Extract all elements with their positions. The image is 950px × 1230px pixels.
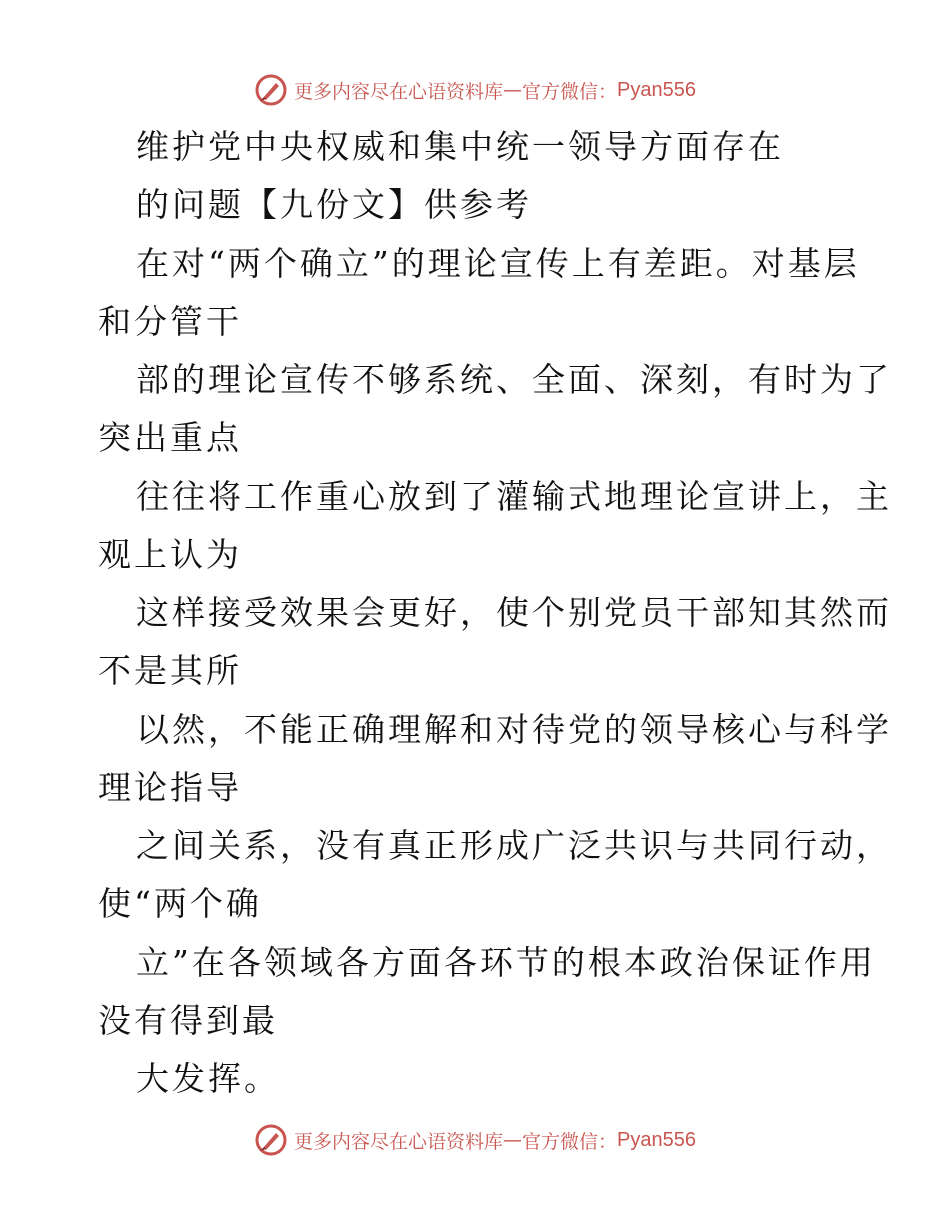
banner-separator: — [503, 1129, 523, 1151]
banner-text: 更多内容尽在心语资料库 [294, 80, 504, 103]
banner-wechat-label: 官方微信： [522, 1130, 618, 1153]
title-line-1: 维护党中央权威和集中统一领导方面存在 [136, 127, 784, 166]
banner-wechat-label: 官方微信： [522, 80, 618, 103]
pen-logo-icon [254, 73, 288, 107]
banner-wechat-handle: Pyan556 [617, 78, 696, 101]
body-line: 突出重点 [98, 418, 242, 457]
body-line: 不是其所 [98, 651, 242, 690]
body-line: 理论指导 [98, 768, 242, 807]
body-line: 在对“两个确立”的理论宣传上有差距。对基层 [136, 244, 860, 283]
body-line: 部的理论宣传不够系统、全面、深刻，有时为了 [136, 360, 892, 399]
body-line: 以然，不能正确理解和对待党的领导核心与科学 [136, 710, 892, 749]
footer-watermark-banner [0, 1120, 950, 1160]
body-line: 观上认为 [98, 535, 242, 574]
body-line: 大发挥。 [136, 1059, 280, 1098]
header-watermark-banner [0, 70, 950, 110]
body-line: 使“两个确 [98, 884, 262, 923]
banner-wechat-handle: Pyan556 [617, 1128, 696, 1151]
title-line-2: 的问题【九份文】供参考 [136, 185, 532, 224]
body-line: 这样接受效果会更好，使个别党员干部知其然而 [136, 593, 892, 632]
body-line: 和分管干 [98, 302, 242, 341]
body-line: 立”在各领域各方面各环节的根本政治保证作用 [136, 943, 876, 982]
body-line: 之间关系，没有真正形成广泛共识与共同行动， [136, 826, 892, 865]
banner-text: 更多内容尽在心语资料库 [294, 1130, 504, 1153]
banner-separator: — [503, 79, 523, 101]
body-line: 没有得到最 [98, 1001, 278, 1040]
body-line: 往往将工作重心放到了灌输式地理论宣讲上，主 [136, 477, 892, 516]
pen-logo-icon [254, 1123, 288, 1157]
